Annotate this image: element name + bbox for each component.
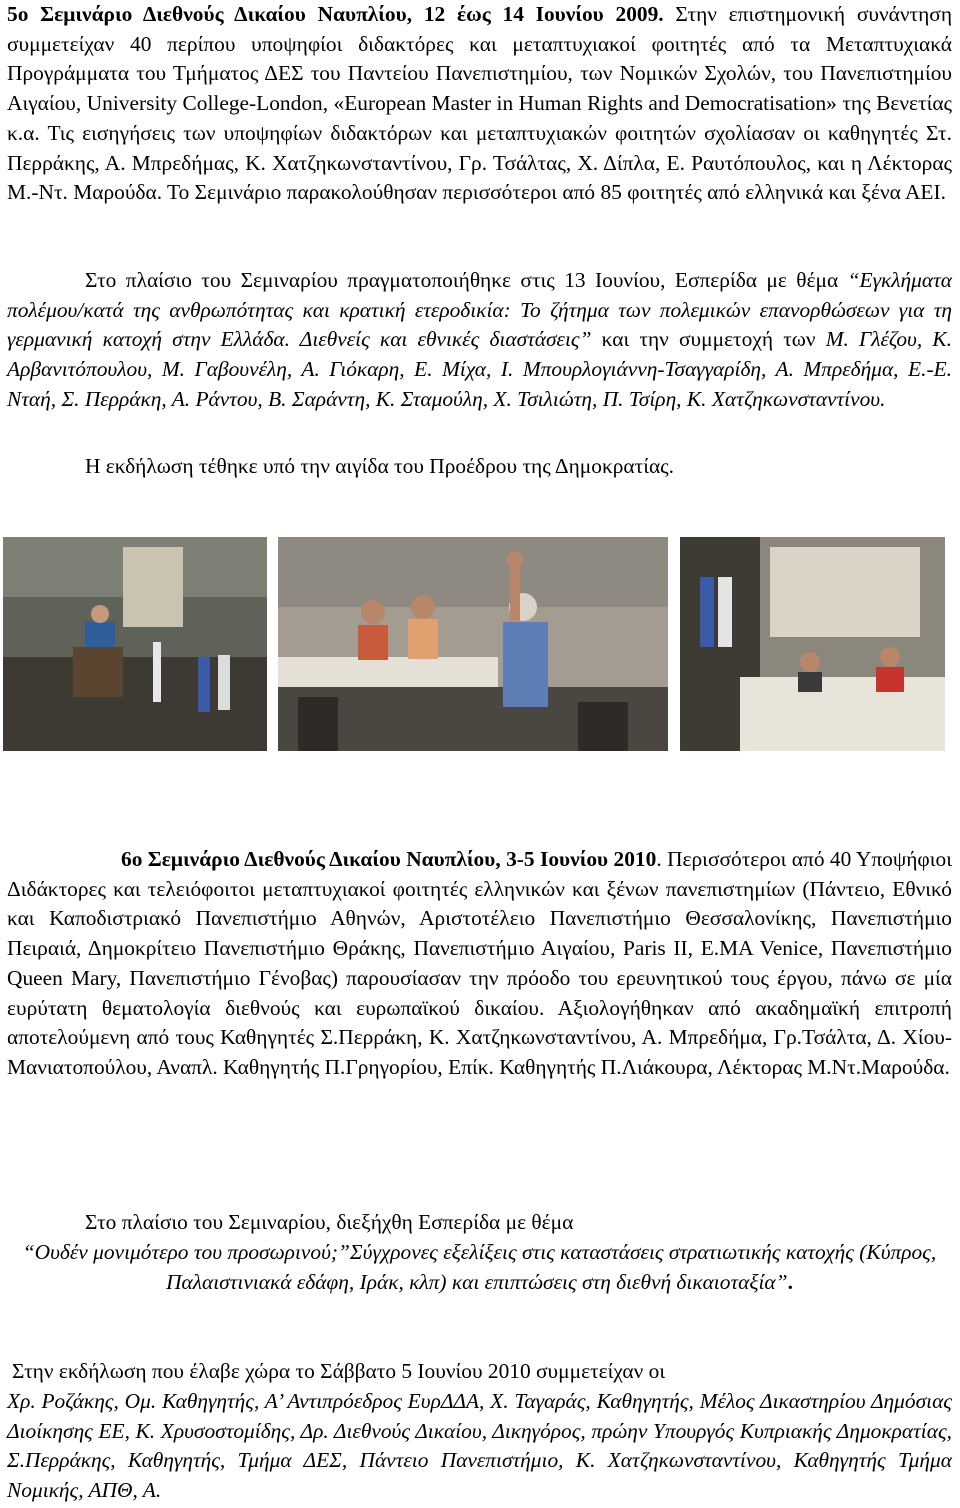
seminar5-auspices: Η εκδήλωση τέθηκε υπό την αιγίδα του Προέδρου της Δημοκρατίας. xyxy=(85,454,675,478)
photo-panel-table xyxy=(680,537,945,751)
seminar6-saturday-participants xyxy=(7,1387,952,1506)
seminar6-saturday-participants-text: Χρ. Ροζάκης, Ομ. Καθηγητής, Α’ Αντιπρόεδρος ΕυρΔΔΑ, Χ. Ταγαράς, Καθηγητής, Μέλος Δικαστηρίου Δημόσιας Διοίκησης ΕΕ, Κ. Χρυσοστομίδης, Δρ. Διεθνούς Δικαίου, Δικηγόρος, πρώην Υπουργός Κυπριακής Δημοκρατίας, Σ.Περράκης, Καθηγητής, Τμήμα ΔΕΣ, Πάντειο Πανεπιστήμιο, Κ. Χατζηκωνσταντίνου, Καθηγητής Τμήμα Νομικής, ΑΠΘ, Α. xyxy=(7,1389,952,1503)
photo-strip xyxy=(3,537,960,753)
seminar6-paragraph xyxy=(7,845,952,1083)
seminar5-evening-speakers: Μ. Γλέζου, Κ. Αρβανιτόπουλου, Μ. Γαβουνέλη, Α. Γιόκαρη, Ε. Μίχα, Ι. Μπουρλογιάννη-Τσαγγαρίδη, Α. Μπρεδήμα, Ε.-Ε. Νταή, Σ. Περράκη, Α. Ράντου, Β. Σαράντη, Κ. Σταμούλη, Χ. Τσιλιώτη, Π. Τσίρη, Κ. Χατζηκωνσταντίνου. xyxy=(7,327,952,411)
seminar5-heading: 5ο Σεμινάριο Διεθνούς Δικαίου Ναυπλίου, 12 έως 14 Ιουνίου 2009. xyxy=(7,2,664,26)
seminar6-evening-intro: Στο πλαίσιο του Σεμιναρίου, διεξήχθη Εσπερίδα με θέμα xyxy=(85,1210,574,1234)
seminar6-evening-theme: “Ουδέν μονιμότερο του προσωρινού;”Σύγχρονες εξελίξεις στις καταστάσεις στρατιωτικής κατοχής (Κύπρος, Παλαιστινιακά εδάφη, Ιράκ, κλπ) και επιπτώσεις στη διεθνή δικαιοταξία” xyxy=(22,1240,937,1294)
seminar5-evening-paragraph xyxy=(7,266,952,415)
seminar5-evening-theme: “Εγκλήματα πολέμου/κατά της ανθρωπότητας και κρατική ετεροδικία: Το ζήτημα των πολεμικών επανορθώσεων για τη γερμανική κατοχή στην Ελλάδα. Διεθνείς και εθνικές διαστάσεις” xyxy=(7,268,952,352)
seminar6-heading: 6ο Σεμινάριο Διεθνούς Δικαίου Ναυπλίου, 3-5 Ιουνίου 2010 xyxy=(121,847,657,871)
seminar5-evening-intro: Στο πλαίσιο του Σεμιναρίου πραγματοποιήθηκε στις 13 Ιουνίου, Εσπερίδα με θέμα xyxy=(85,268,848,292)
seminar6-evening-end: . xyxy=(787,1269,793,1294)
seminar6-saturday-intro: Στην εκδήλωση που έλαβε χώρα το Σάββατο 5 Ιουνίου 2010 συμμετείχαν οι xyxy=(12,1359,666,1383)
seminar5-text: Στην επιστημονική συνάντηση συμμετείχαν 40 περίπου υποψηφίοι διδακτόρες και μεταπτυχιακοί φοιτητές από τα Μεταπτυχιακά Προγράμματα του Τμήματος ΔΕΣ του Παντείου Πανεπιστημίου, των Νομικών Σχολών, του Πανεπιστημίου Αιγαίου, University College-London, «European Master in Human Rights and Democratisation» της Βενετίας κ.α. Τις εισηγήσεις των υποψηφίων διδακτόρων και μεταπτυχιακών φοιτητών σχολίασαν οι καθηγητές Στ. Περράκης, Α. Μπρεδήμας, Κ. Χατζηκωνσταντίνου, Γρ. Τσάλτας, Χ. Δίπλα, Ε. Ραυτόπουλος, και η Λέκτορας Μ.-Ντ. Μαρούδα. Το Σεμινάριο παρακολούθησαν περισσότεροι από 85 φοιτητές από ελληνικά και ξένα ΑΕΙ. xyxy=(7,2,953,205)
photo-speaker-podium xyxy=(3,537,267,751)
seminar5-paragraph xyxy=(7,0,952,208)
seminar6-evening-theme-paragraph xyxy=(7,1238,952,1297)
seminar5-evening-with: και την συμμετοχή των xyxy=(591,327,826,352)
seminar6-text: . Περισσότεροι από 40 Υποψήφιοι Διδάκτορες και τελειόφοιτοι μεταπτυχιακοί φοιτητές ελληνικών και ξένων πανεπιστημίων (Πάντειο, Εθνικό και Καποδιστριακό Πανεπιστήμιο Αθηνών, Αριστοτέλειο Πανεπιστήμιο Θεσσαλονίκης, Πανεπιστήμιο Πειραιά, Δημοκρίτειο Πανεπιστήμιο Θράκης, Πανεπιστήμιο Αιγαίου, Paris II, E.MA Venice, Πανεπιστήμιο Queen Mary, Πανεπιστήμιο Γένοβας) παρουσίασαν την πρόοδο του ερευνητικού τους έργου, πάνω σε μία ευρύτατη θεματολογία διεθνούς και ευρωπαϊκού δικαίου. Αξιολογήθηκαν από ακαδημαϊκή επιτροπή αποτελούμενη από τους Καθηγητές Σ.Περράκη, Κ. Χατζηκωνσταντίνου, Α. Μπρεδήμα, Γρ.Τσάλτα, Δ. Χίου-Μανιατοπούλου, Αναπλ. Καθηγητής Π.Γρηγορίου, Επίκ. Καθηγητής Π.Λιάκουρα, Λέκτορας Μ.Ντ.Μαρούδα. xyxy=(7,847,952,1079)
photo-speaker-raised-fist xyxy=(278,537,668,751)
